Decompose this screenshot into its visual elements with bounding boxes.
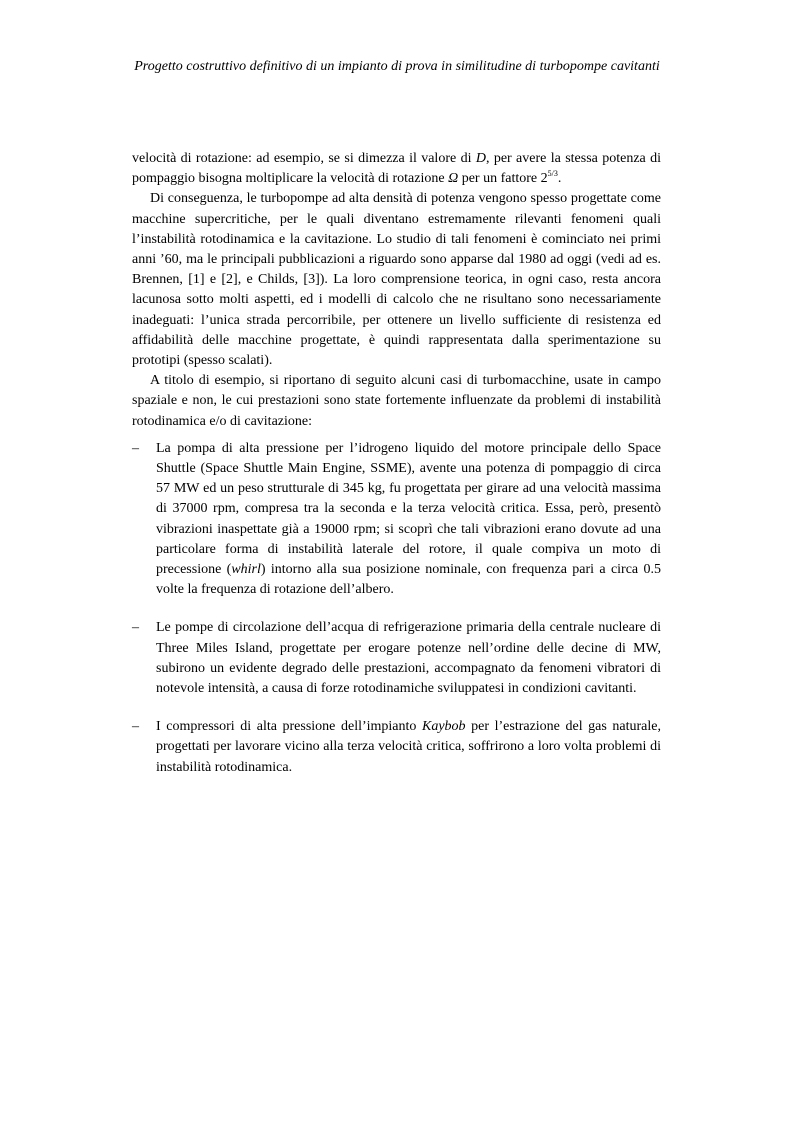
paragraph-1-text-a: velocità di rotazione: ad esempio, se si dimezza il valore di (132, 151, 476, 166)
paragraph-1-text-c: per un fattore 2 (458, 171, 548, 187)
list-item-text-a: La pompa di alta pressione per l’idrogeno liquido del motore principale dello Space Shuttle (Space Shuttle Main Engine, SSME), avente una potenza di pompaggio di circa 57 MW ed un peso strutturale di 345 kg, fu progettata per girare ad una velocità massima di 37000 rpm, compresa tra la seconda e la terza velocità critica. Essa, però, presentò vibrazioni inaspettate già a 19000 rpm; si scoprì che tali vibrazioni erano dovute ad una particolare forma di instabilità laterale del rotore, il quale compiva un moto di precessione ( (156, 440, 661, 578)
list-item-text: Le pompe di circolazione dell’acqua di refrigerazione primaria della centrale nucleare di Three Miles Island, progettate per erogare potenze nell’ordine delle decine di MW, subirono un evidente degrado delle prestazioni, accompagnato da fenomeni vibratori di notevole intensità, a causa di forze rotodinamiche sviluppatesi in condizioni cavitanti. (156, 620, 661, 697)
list-dash: – (132, 719, 139, 735)
term-kaybob: Kaybob (422, 719, 466, 735)
exponent: 5/3 (547, 169, 558, 179)
running-header-title: Progetto costruttivo definitivo di un impianto di prova in similitudine di turbopompe cavitanti (134, 59, 660, 74)
running-header (132, 57, 662, 77)
symbol-omega: Ω (448, 171, 459, 187)
list-dash: – (132, 620, 139, 636)
list-item-text-a: I compressori di alta pressione dell’impianto (156, 719, 422, 735)
turbomachine-cases-list (132, 439, 661, 778)
list-item-text-b: ) intorno alla sua posizione nominale, con frequenza pari a circa 0.5 volte la frequenza di rotazione dell’albero. (156, 562, 661, 598)
list-item-ssme (132, 439, 661, 601)
paragraph-3: A titolo di esempio, si riportano di seguito alcuni casi di turbomacchine, usate in campo spaziale e non, le cui prestazioni sono state fortemente influenzate da problemi di instabilità rotodinamica e/o di cavitazione: (132, 373, 661, 429)
paragraph-1 (132, 149, 661, 189)
list-dash: – (132, 440, 139, 456)
list-item-kaybob (132, 717, 661, 778)
page-body (132, 149, 661, 778)
paragraph-1-text-b: , per avere la stessa potenza di pompaggio bisogna moltiplicare la velocità di rotazione (132, 151, 661, 187)
symbol-d: D (475, 151, 486, 166)
paragraph-2: Di conseguenza, le turbopompe ad alta densità di potenza vengono spesso progettate come macchine supercritiche, per le quali diventano estremamente rilevanti fenomeni quali l’instabilità rotodinamica e la cavitazione. Lo studio di tali fenomeni è cominciato nei primi anni ’60, ma le principali pubblicazioni a riguardo sono apparse dal 1980 ad oggi (vedi ad es. Brennen, [1] e [2], e Childs, [3]). La loro comprensione teorica, in ogni caso, resta ancora lacunosa sotto molti aspetti, ed i modelli di calcolo che ne risultano sono necessariamente inadeguati: l’unica strada percorribile, per ottenere un livello sufficiente di resistenza ed affidabilità delle macchine progettate, è quindi rappresentata dalla sperimentazione su prototipi (spesso scalati). (132, 191, 661, 369)
list-item-three-miles-island (132, 618, 661, 699)
list-item-text-b: per l’estrazione del gas naturale, progettati per lavorare vicino alla terza velocità critica, soffrirono a loro volta problemi di instabilità rotodinamica. (156, 719, 661, 775)
term-whirl: whirl (231, 562, 261, 578)
paragraph-1-text-d: . (557, 171, 562, 187)
